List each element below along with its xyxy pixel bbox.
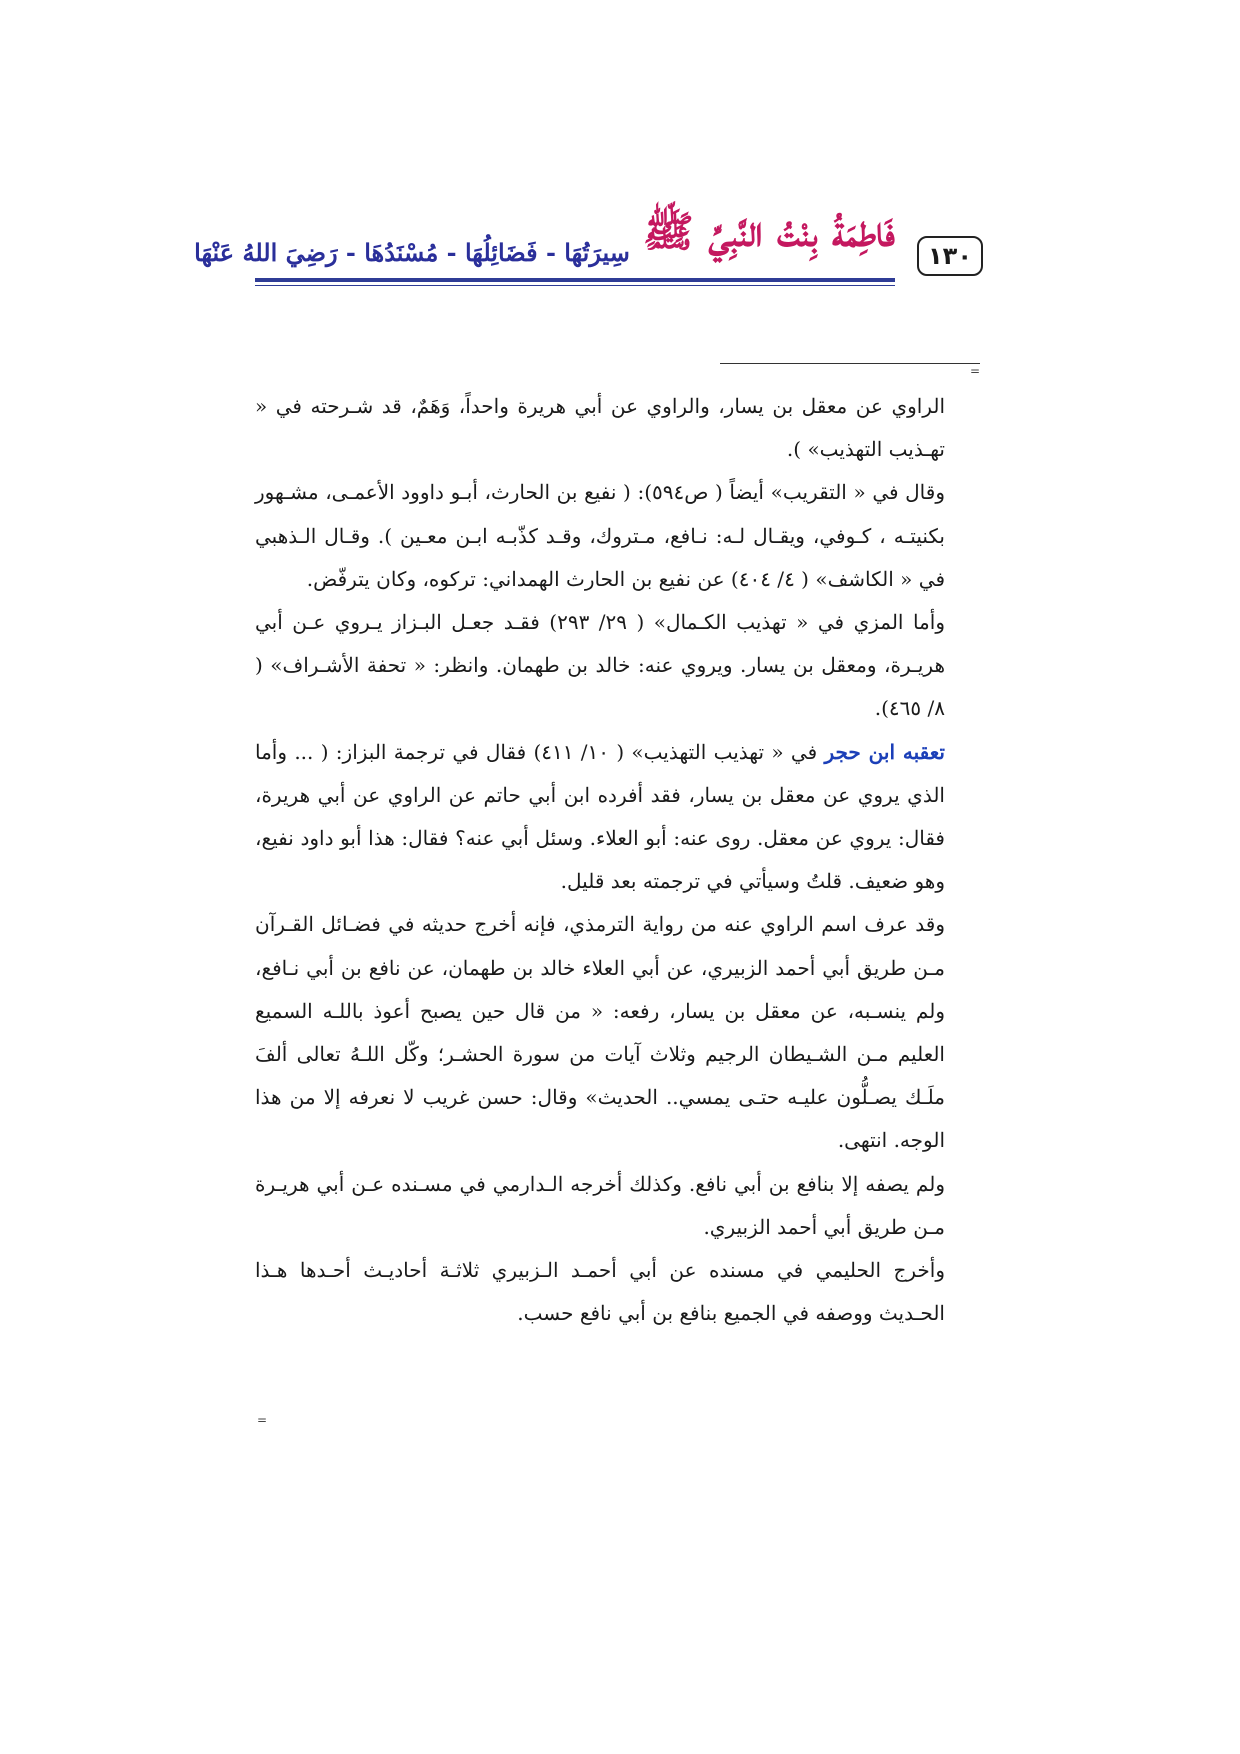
paragraph: وأما المزي في « تهذيب الكـمال» ( ٢٩/ ٢٩٣) فقـد جعـل البـزاز يـروي عـن أبي هريـرة، ومعقل بن يسار. ويروي عنه: خالد بن طهمان. وانظر: « تحفة الأشـراف» ( ٨/ ٤٦٥). bbox=[255, 610, 945, 721]
paragraph: وأخرج الحليمي في مسنده عن أبي أحمـد الـزبيري ثلاثـة أحاديـث أحـدها هـذا الحـديث ووصفه في الجميع بنافع بن أبي نافع حسب. bbox=[255, 1258, 945, 1326]
highlighted-phrase: تعقبه ابن حجر bbox=[824, 739, 945, 764]
footnote-continuation-mark-top: = bbox=[970, 364, 981, 378]
header-rule-thin bbox=[255, 285, 895, 286]
footnote-continuation-mark-bottom: = bbox=[257, 1413, 268, 1427]
footnote-body bbox=[255, 385, 945, 1335]
book-title-main: فَاطِمَةُ بِنْتُ النَّبِيِّ ﷺ bbox=[643, 207, 895, 256]
paragraph: وقد عرف اسم الراوي عنه من رواية الترمذي، فإنه أخرج حديثه في فضـائل القـرآن مـن طريق أبي أحمد الزبيري، عن أبي العلاء خالد بن طهمان، عن نافع بن أبي نـافع، ولم ينسـبه، عن معقل بن يسار، رفعه: « من قال حين يصبح أعوذ باللـه السميع العليم مـن الشـيطان الرجيم وثلاث آيات من سورة الحشـر؛ وكّل اللـهُ تعالى ألفَ ملَـك يصـلُّون عليـه حتـى يمسي.. الحديث» وقال: حسن غريب لا نعرفه إلا من هذا الوجه. انتهى. bbox=[255, 912, 945, 1153]
paragraph: تعقبه ابن حجر في « تهذيب التهذيب» ( ١٠/ ٤١١) فقال في ترجمة البزاز: ( ... وأما الذي يروي عن معقل بن يسار، فقد أفرده ابن أبي حاتم عن الراوي عن أبي هريرة، فقال: يروي عن معقل. روى عنه: أبو العلاء. وسئل أبي عنه؟ فقال: هذا أبو داود نفيع، وهو ضعيف. قلتُ وسيأتي في ترجمته بعد قليل. bbox=[255, 739, 945, 894]
paragraph: الراوي عن معقل بن يسار، والراوي عن أبي هريرة واحداً، وَهَمٌ، قد شـرحته في « تهـذيب التهذيب» ). bbox=[255, 394, 945, 462]
book-title-subtitle: سِيرَتُهَا - فَضَائِلُهَا - مُسْنَدُهَا - رَضِيَ اللهُ عَنْهَا bbox=[194, 238, 630, 267]
paragraph: وقال في « التقريب» أيضاً ( ص٥٩٤): ( نفيع بن الحارث، أبـو داوود الأعمـى، مشـهور بكنيتـه ، كـوفي، ويقـال لـه: نـافع، مـتروك، وقـد كذّبـه ابـن معـين ). وقـال الـذهبي في « الكاشف» ( ٤/ ٤٠٤) عن نفيع بن الحارث الهمداني: تركوه، وكان يترفّض. bbox=[255, 480, 945, 591]
paragraph: ولم يصفه إلا بنافع بن أبي نافع. وكذلك أخرجه الـدارمي في مسـنده عـن أبي هريـرة مـن طريق أبي أحمد الزبيري. bbox=[255, 1171, 945, 1239]
header-rule-thick bbox=[255, 278, 895, 282]
page-number: ١٣٠ bbox=[917, 236, 983, 276]
page-header bbox=[194, 206, 983, 286]
footnote-separator bbox=[720, 363, 980, 364]
book-title bbox=[194, 206, 895, 276]
